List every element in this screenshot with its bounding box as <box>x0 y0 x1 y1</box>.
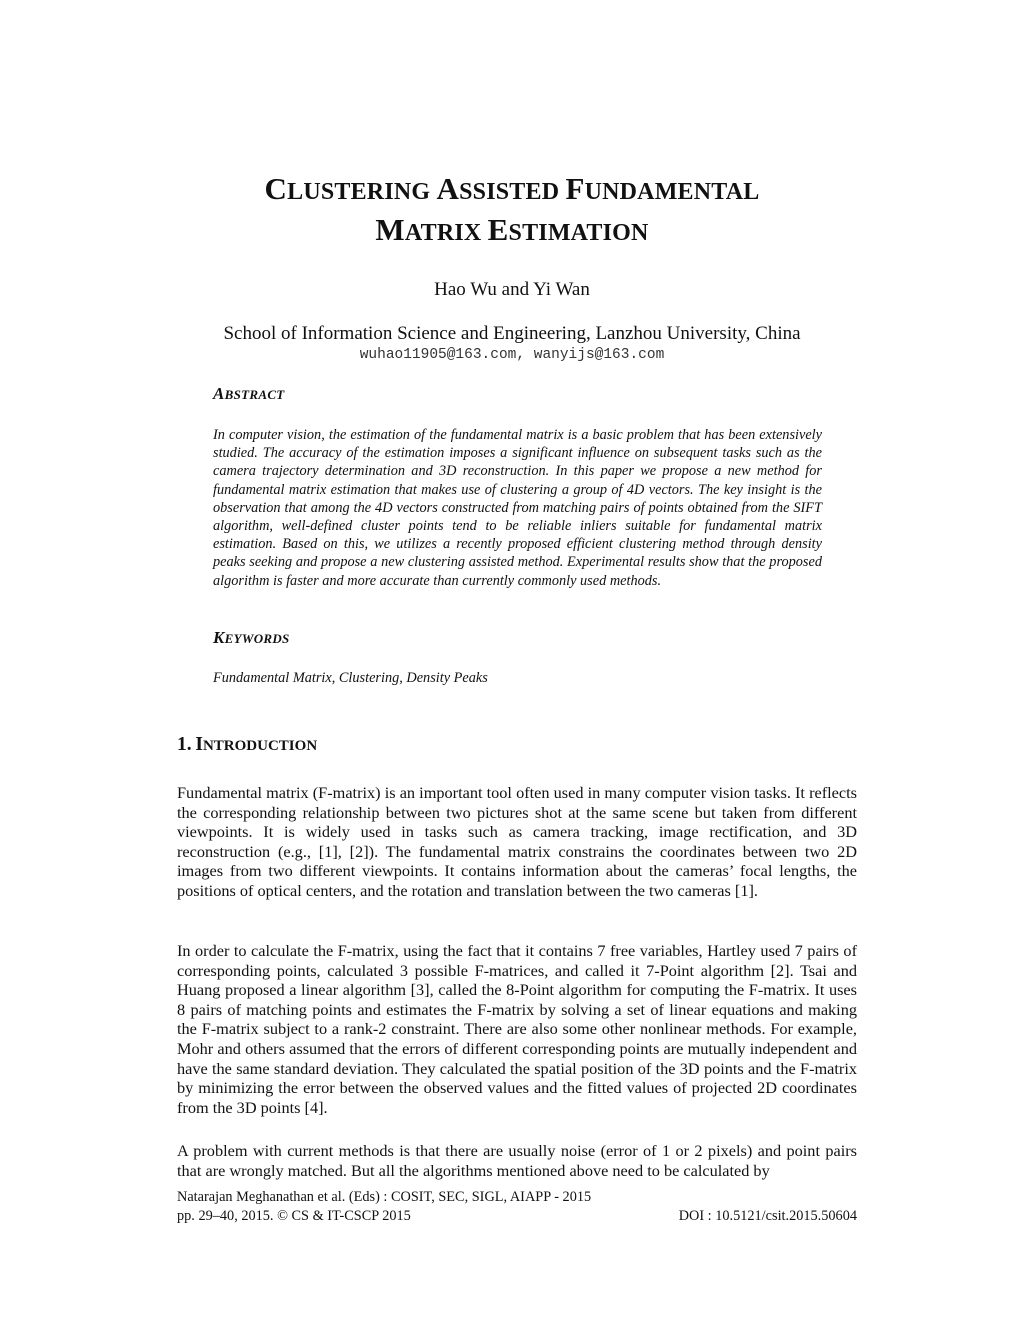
footer-proceedings: Natarajan Meghanathan et al. (Eds) : COSIT, SEC, SIGL, AIAPP - 2015 <box>177 1189 592 1205</box>
intro-paragraph-3: A problem with current methods is that there are usually noise (error of 1 or 2 pixels) and point pairs that are wrongly matched. But all the algorithms mentioned above need to be calculated by <box>177 1141 857 1180</box>
footer-citation <box>177 1208 857 1225</box>
title-line-2: MATRIX ESTIMATION <box>375 212 649 247</box>
keywords-text: Fundamental Matrix, Clustering, Density Peaks <box>213 670 488 686</box>
title-line-1: CLUSTERING ASSISTED FUNDAMENTAL <box>264 171 760 206</box>
footer-doi: DOI : 10.5121/csit.2015.50604 <box>678 1208 857 1224</box>
intro-paragraph-2: In order to calculate the F-matrix, using the fact that it contains 7 free variables, Hartley used 7 pairs of corresponding points, calculated 3 possible F-matrices, and called it 7-Point algorithm [2]. Tsai and Huang proposed a linear algorithm [3], called the 8-Point algorithm for computing the F-matrix. It uses 8 pairs of matching points and estimates the F-matrix by solving a set of linear equations and making the F-matrix subject to a rank-2 constraint. There are also some other nonlinear methods. For example, Mohr and others assumed that the errors of different corresponding points are mutually independent and have the same standard deviation. They calculated the spatial position of the 3D points and the F-matrix by minimizing the error between the observed values and the fitted values of projected 2D coordinates from the 3D points [4]. <box>177 941 857 1117</box>
introduction-heading <box>177 734 317 756</box>
keywords-heading: KEYWORDS <box>213 628 290 647</box>
section-title: INTRODUCTION <box>195 734 318 755</box>
paper-title <box>0 170 1024 252</box>
abstract-heading: ABSTRACT <box>213 384 285 403</box>
footer-pages: pp. 29–40, 2015. © CS & IT-CSCP 2015 <box>177 1208 411 1224</box>
section-number: 1. <box>177 734 192 755</box>
intro-paragraph-1: Fundamental matrix (F-matrix) is an important tool often used in many computer vision tasks. It reflects the corresponding relationship between two pictures shot at the same scene but taken from different viewpoints. It is widely used in tasks such as camera tracking, image rectification, and 3D reconstruction (e.g., [1], [2]). The fundamental matrix constrains the coordinates between two 2D images from two different viewpoints. It contains information about the cameras’ focal lengths, the positions of optical centers, and the rotation and translation between the two cameras [1]. <box>177 783 857 900</box>
abstract-text: In computer vision, the estimation of the fundamental matrix is a basic problem that has been extensively studied. The accuracy of the estimation imposes a significant influence on subsequent tasks such as the camera trajectory determination and 3D reconstruction. In this paper we propose a new method for fundamental matrix estimation that makes use of clustering a group of 4D vectors. The key insight is the observation that among the 4D vectors constructed from matching pairs of points obtained from the SIFT algorithm, well-defined cluster points tend to be reliable inliers suitable for fundamental matrix estimation. Based on this, we utilizes a recently proposed efficient clustering method through density peaks seeking and propose a new clustering assisted method. Experimental results show that the proposed algorithm is faster and more accurate than currently commonly used methods. <box>213 427 822 589</box>
affiliation: School of Information Science and Engineering, Lanzhou University, China <box>223 323 801 344</box>
authors: Hao Wu and Yi Wan <box>434 279 590 300</box>
author-emails: wuhao11905@163.com, wanyijs@163.com <box>359 347 665 363</box>
